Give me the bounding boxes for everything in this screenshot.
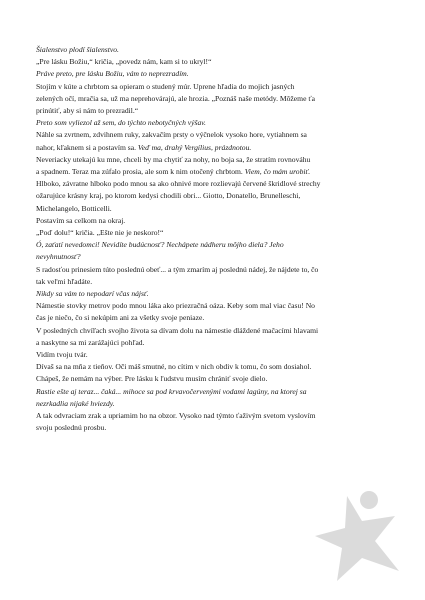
- text-line: Rastie ešte aj teraz... čaká... mihoce sa pod krvavočervenými vodami lagúny, na ktorej sa: [36, 386, 307, 396]
- text-line: Hlboko, závratne hlboko podo mnou sa ako ohnivé more rozlievajú červené škridlové strechy: [36, 179, 321, 189]
- text-line: svoju poslednú prosbu.: [36, 423, 107, 433]
- text-line: Nikdy sa vám to nepodarí včas nájsť.: [36, 289, 149, 299]
- text-line: S radosťou prinesiem túto poslednú obeť... a tým zmarím aj poslednú nádej, že nájdete to, čo: [36, 264, 319, 274]
- text-line: a spadnem. Teraz ma zúfalo prosia, ale som k nim otočený chrbtom. Viem, čo mám urobiť.: [36, 167, 311, 177]
- text-line: Práve preto, pre lásku Božiu, vám to neprezradím.: [36, 69, 189, 79]
- text-line: ožarujúce krásny kraj, po ktorom kedysi chodili obri... Giotto, Donatello, Brunelleschi,: [36, 191, 301, 201]
- document-page: [36, 44, 402, 435]
- text-line: a naskytne sa mi zarážajúci pohľad.: [36, 337, 145, 347]
- text-line: prinútiť, aby si nám to prezradil.“: [36, 106, 139, 116]
- watermark-logo-icon: [307, 486, 407, 586]
- text-line: tak veľmi hľadáte.: [36, 276, 93, 286]
- text-line: „Pre lásku Božiu,“ kričia, „povedz nám, kam si to ukryl!“: [36, 57, 212, 67]
- text-line: V posledných chvíľach svojho života sa dívam dolu na námestie dláždené mačacími hlavami: [36, 325, 319, 335]
- text-line: čas je niečo, čo si nekúpim ani za všetky svoje peniaze.: [36, 313, 205, 323]
- text-line: Vidím tvoju tvár.: [36, 350, 88, 360]
- text-line: Preto som vyliezol až sem, do týchto nebotyčných výšav.: [36, 118, 206, 128]
- text-line: Michelangelo, Botticelli.: [36, 203, 112, 213]
- text-line: nezrkadlia nijaké hviezdy.: [36, 398, 115, 408]
- text-line: nahor, kľaknem si a postavím sa. Veď ma, drahý Vergílius, prázdnotou.: [36, 142, 252, 152]
- text-line: Postavím sa celkom na okraj.: [36, 215, 126, 225]
- text-line: Chápeš, že nemám na výber. Pre lásku k ľudstvu musím chrániť svoje dielo.: [36, 374, 268, 384]
- text-line: Šialenstvo plodí šialenstvo.: [36, 45, 119, 54]
- text-line: zelených očí, mračia sa, už ma neprehovárajú, ale hrozia. „Poznáš naše metódy. Môžeme ťa: [36, 93, 315, 103]
- text-line: „Poď dolu!“ kričia. „Ešte nie je neskoro!“: [36, 228, 164, 238]
- text-line: Náhle sa zvrtnem, zdvihnem ruky, zakvačím prsty o výčnelok vysoko hore, vytiahnem sa: [36, 130, 307, 140]
- document-text: [36, 44, 402, 435]
- text-line: Neveriacky utekajú ku mne, chceli by ma chytiť za nohy, no boja sa, že stratím rovnováhu: [36, 154, 311, 164]
- text-line: Námestie stovky metrov podo mnou láka ako priezračná oáza. Keby som mal viac času! No: [36, 301, 315, 311]
- text-line: nevyhnutnosť?: [36, 252, 81, 262]
- text-line: Stojím v kúte a chrbtom sa opieram o studený múr. Uprene hľadia do mojich jasných: [36, 81, 295, 91]
- text-line: A tak odvraciam zrak a upriamim ho na obzor. Vysoko nad týmto ťaživým svetom vyslovím: [36, 411, 316, 421]
- text-line: Ó, zaťatí nevedomci! Nevidíte budúcnosť? Nechápete nádheru môjho diela? Jeho: [36, 240, 284, 250]
- text-line: Dívaš sa na mňa z tieňov. Oči máš smutné, no cítim v nich obdiv k tomu, čo som dosiahol.: [36, 362, 312, 372]
